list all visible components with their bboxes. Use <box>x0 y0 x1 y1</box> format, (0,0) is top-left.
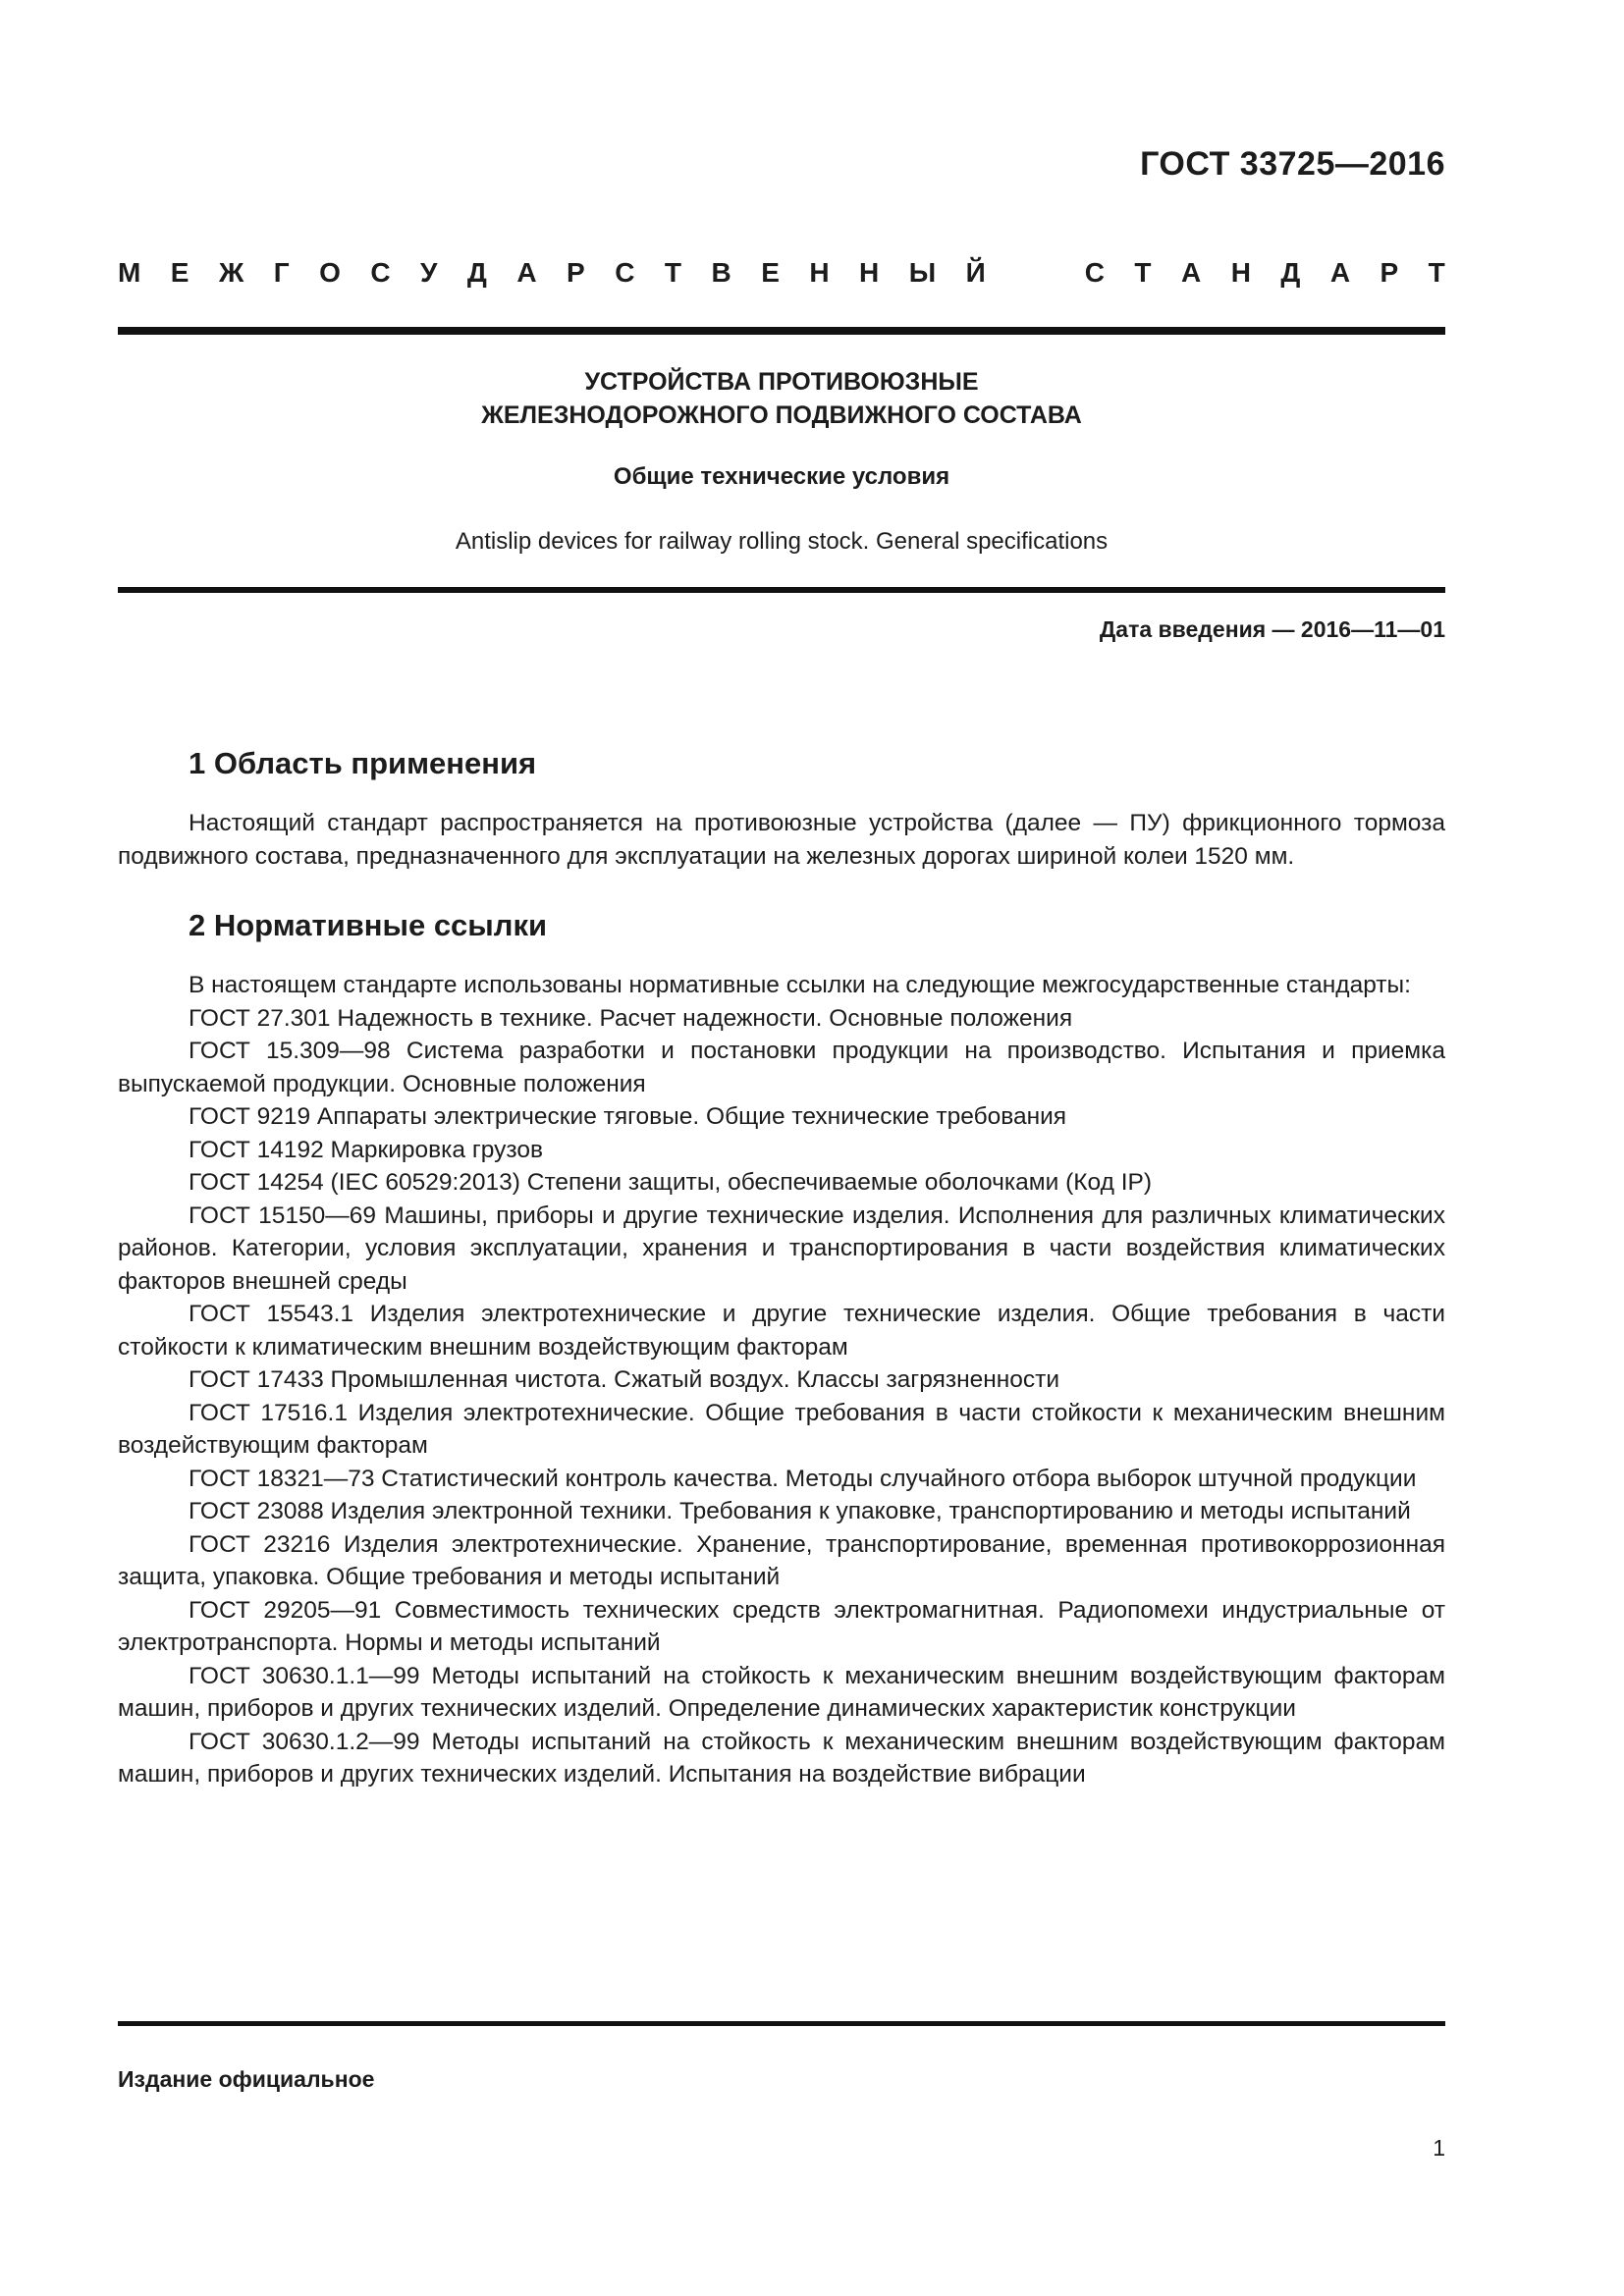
paragraph: ГОСТ 9219 Аппараты электрические тяговые. Общие технические требования <box>189 1103 1067 1130</box>
introduction-date: Дата введения — 2016—11—01 <box>1099 616 1445 642</box>
paragraph: ГОСТ 17516.1 Изделия электротехнические. Общие требования в части стойкости к механическим внешним воздействующим факторам <box>118 1399 1445 1459</box>
paragraph: В настоящем стандарте использованы нормативные ссылки на следующие межгосударственные стандарты: <box>189 972 1411 998</box>
standard-type-letter: Р <box>1380 257 1399 288</box>
paragraph: ГОСТ 15.309—98 Система разработки и постановки продукции на производство. Испытания и приемка выпускаемой продукции. Основные положения <box>118 1038 1445 1097</box>
paragraph: ГОСТ 17433 Промышленная чистота. Сжатый воздух. Классы загрязненности <box>189 1366 1060 1393</box>
standard-type-letter: С <box>1084 257 1105 288</box>
paragraph: ГОСТ 14192 Маркировка грузов <box>189 1136 543 1163</box>
standard-type-letter: С <box>615 257 635 288</box>
section <box>118 908 1445 1791</box>
paragraph: ГОСТ 23088 Изделия электронной техники. Требования к упаковке, транспортированию и методы испытаний <box>189 1498 1411 1524</box>
standard-type-letter: Й <box>965 257 986 288</box>
document-title <box>118 365 1445 432</box>
standard-type-heading <box>118 257 1445 289</box>
standard-type-letter: Т <box>1428 257 1445 288</box>
word-gap <box>1015 257 1055 289</box>
title-line-1: УСТРОЙСТВА ПРОТИВОЮЗНЫЕ <box>584 368 979 396</box>
paragraph: ГОСТ 18321—73 Статистический контроль качества. Методы случайного отбора выборок штучной продукции <box>189 1465 1417 1492</box>
paragraph: ГОСТ 15543.1 Изделия электротехнические и другие технические изделия. Общие требования в части стойкости к климатическим внешним воздействующим факторам <box>118 1301 1445 1361</box>
standard-type-letter: У <box>420 257 438 288</box>
paragraph: ГОСТ 29205—91 Совместимость технических средств электромагнитная. Радиопомехи индустриальные от электротранспорта. Нормы и методы испытаний <box>118 1596 1445 1656</box>
standard-type-letter: Н <box>859 257 880 288</box>
page-number: 1 <box>1433 2135 1445 2161</box>
paragraph: ГОСТ 23216 Изделия электротехнические. Хранение, транспортирование, временная противокоррозионная защита, упаковка. Общие требования и методы испытаний <box>118 1530 1445 1590</box>
standard-type-letter: Ы <box>908 257 937 288</box>
english-title: Antislip devices for railway rolling stock. General specifications <box>455 528 1109 555</box>
section <box>118 746 1445 873</box>
top-rule <box>118 327 1445 335</box>
footer-rule <box>118 2021 1445 2026</box>
document-number: ГОСТ 33725—2016 <box>1140 145 1445 183</box>
standard-type-letter: Ж <box>218 257 244 288</box>
paragraph: Настоящий стандарт распространяется на противоюзные устройства (далее — ПУ) фрикционного тормоза подвижного состава, предназначенного для эксплуатации на железных дорогах шириной колеи 1520 мм. <box>118 810 1445 870</box>
paragraph: ГОСТ 27.301 Надежность в технике. Расчет надежности. Основные положения <box>189 1004 1073 1032</box>
section-heading: 1 Область применения <box>189 746 537 780</box>
document-subtitle: Общие технические условия <box>613 463 950 490</box>
standard-type-letter: О <box>319 257 341 288</box>
paragraph: ГОСТ 15150—69 Машины, приборы и другие технические изделия. Исполнения для различных климатических районов. Категории, условия эксплуатации, хранения и транспортирования в части воздействия климатических факторов внешней среды <box>118 1201 1445 1295</box>
paragraph: ГОСТ 30630.1.2—99 Методы испытаний на стойкость к механическим внешним воздействующим факторам машин, приборов и других технических изделий. Испытания на воздействие вибрации <box>118 1728 1445 1788</box>
standard-type-letter: Т <box>1134 257 1152 288</box>
title-bottom-rule <box>118 587 1445 593</box>
paragraph: ГОСТ 14254 (IEC 60529:2013) Степени защиты, обеспечиваемые оболочками (Код IP) <box>189 1169 1153 1196</box>
standard-type-letter: Т <box>664 257 682 288</box>
edition-note: Издание официальное <box>118 2066 375 2092</box>
paragraph: ГОСТ 30630.1.1—99 Методы испытаний на стойкость к механическим внешним воздействующим факторам машин, приборов и других технических изделий. Определение динамических характеристик конструкции <box>118 1662 1445 1722</box>
section-heading: 2 Нормативные ссылки <box>189 908 548 942</box>
standard-type-letter: Н <box>809 257 830 288</box>
document-page <box>118 0 1445 2296</box>
standard-type-letter: С <box>370 257 391 288</box>
standard-type-letter: А <box>1180 257 1202 288</box>
standard-type-letter: В <box>711 257 731 288</box>
standard-type-letter: Г <box>273 257 290 288</box>
standard-type-letter: Д <box>1280 257 1301 288</box>
document-body <box>118 746 1445 1827</box>
standard-type-letter: Е <box>761 257 780 288</box>
standard-type-letter: Н <box>1230 257 1251 288</box>
standard-type-letter: Е <box>170 257 189 288</box>
title-line-2: ЖЕЛЕЗНОДОРОЖНОГО ПОДВИЖНОГО СОСТАВА <box>481 401 1082 429</box>
standard-type-letter: А <box>1329 257 1351 288</box>
standard-type-letter: Р <box>567 257 585 288</box>
standard-type-letter: А <box>516 257 537 288</box>
standard-type-letter: Д <box>466 257 487 288</box>
standard-type-letter: М <box>118 257 141 288</box>
